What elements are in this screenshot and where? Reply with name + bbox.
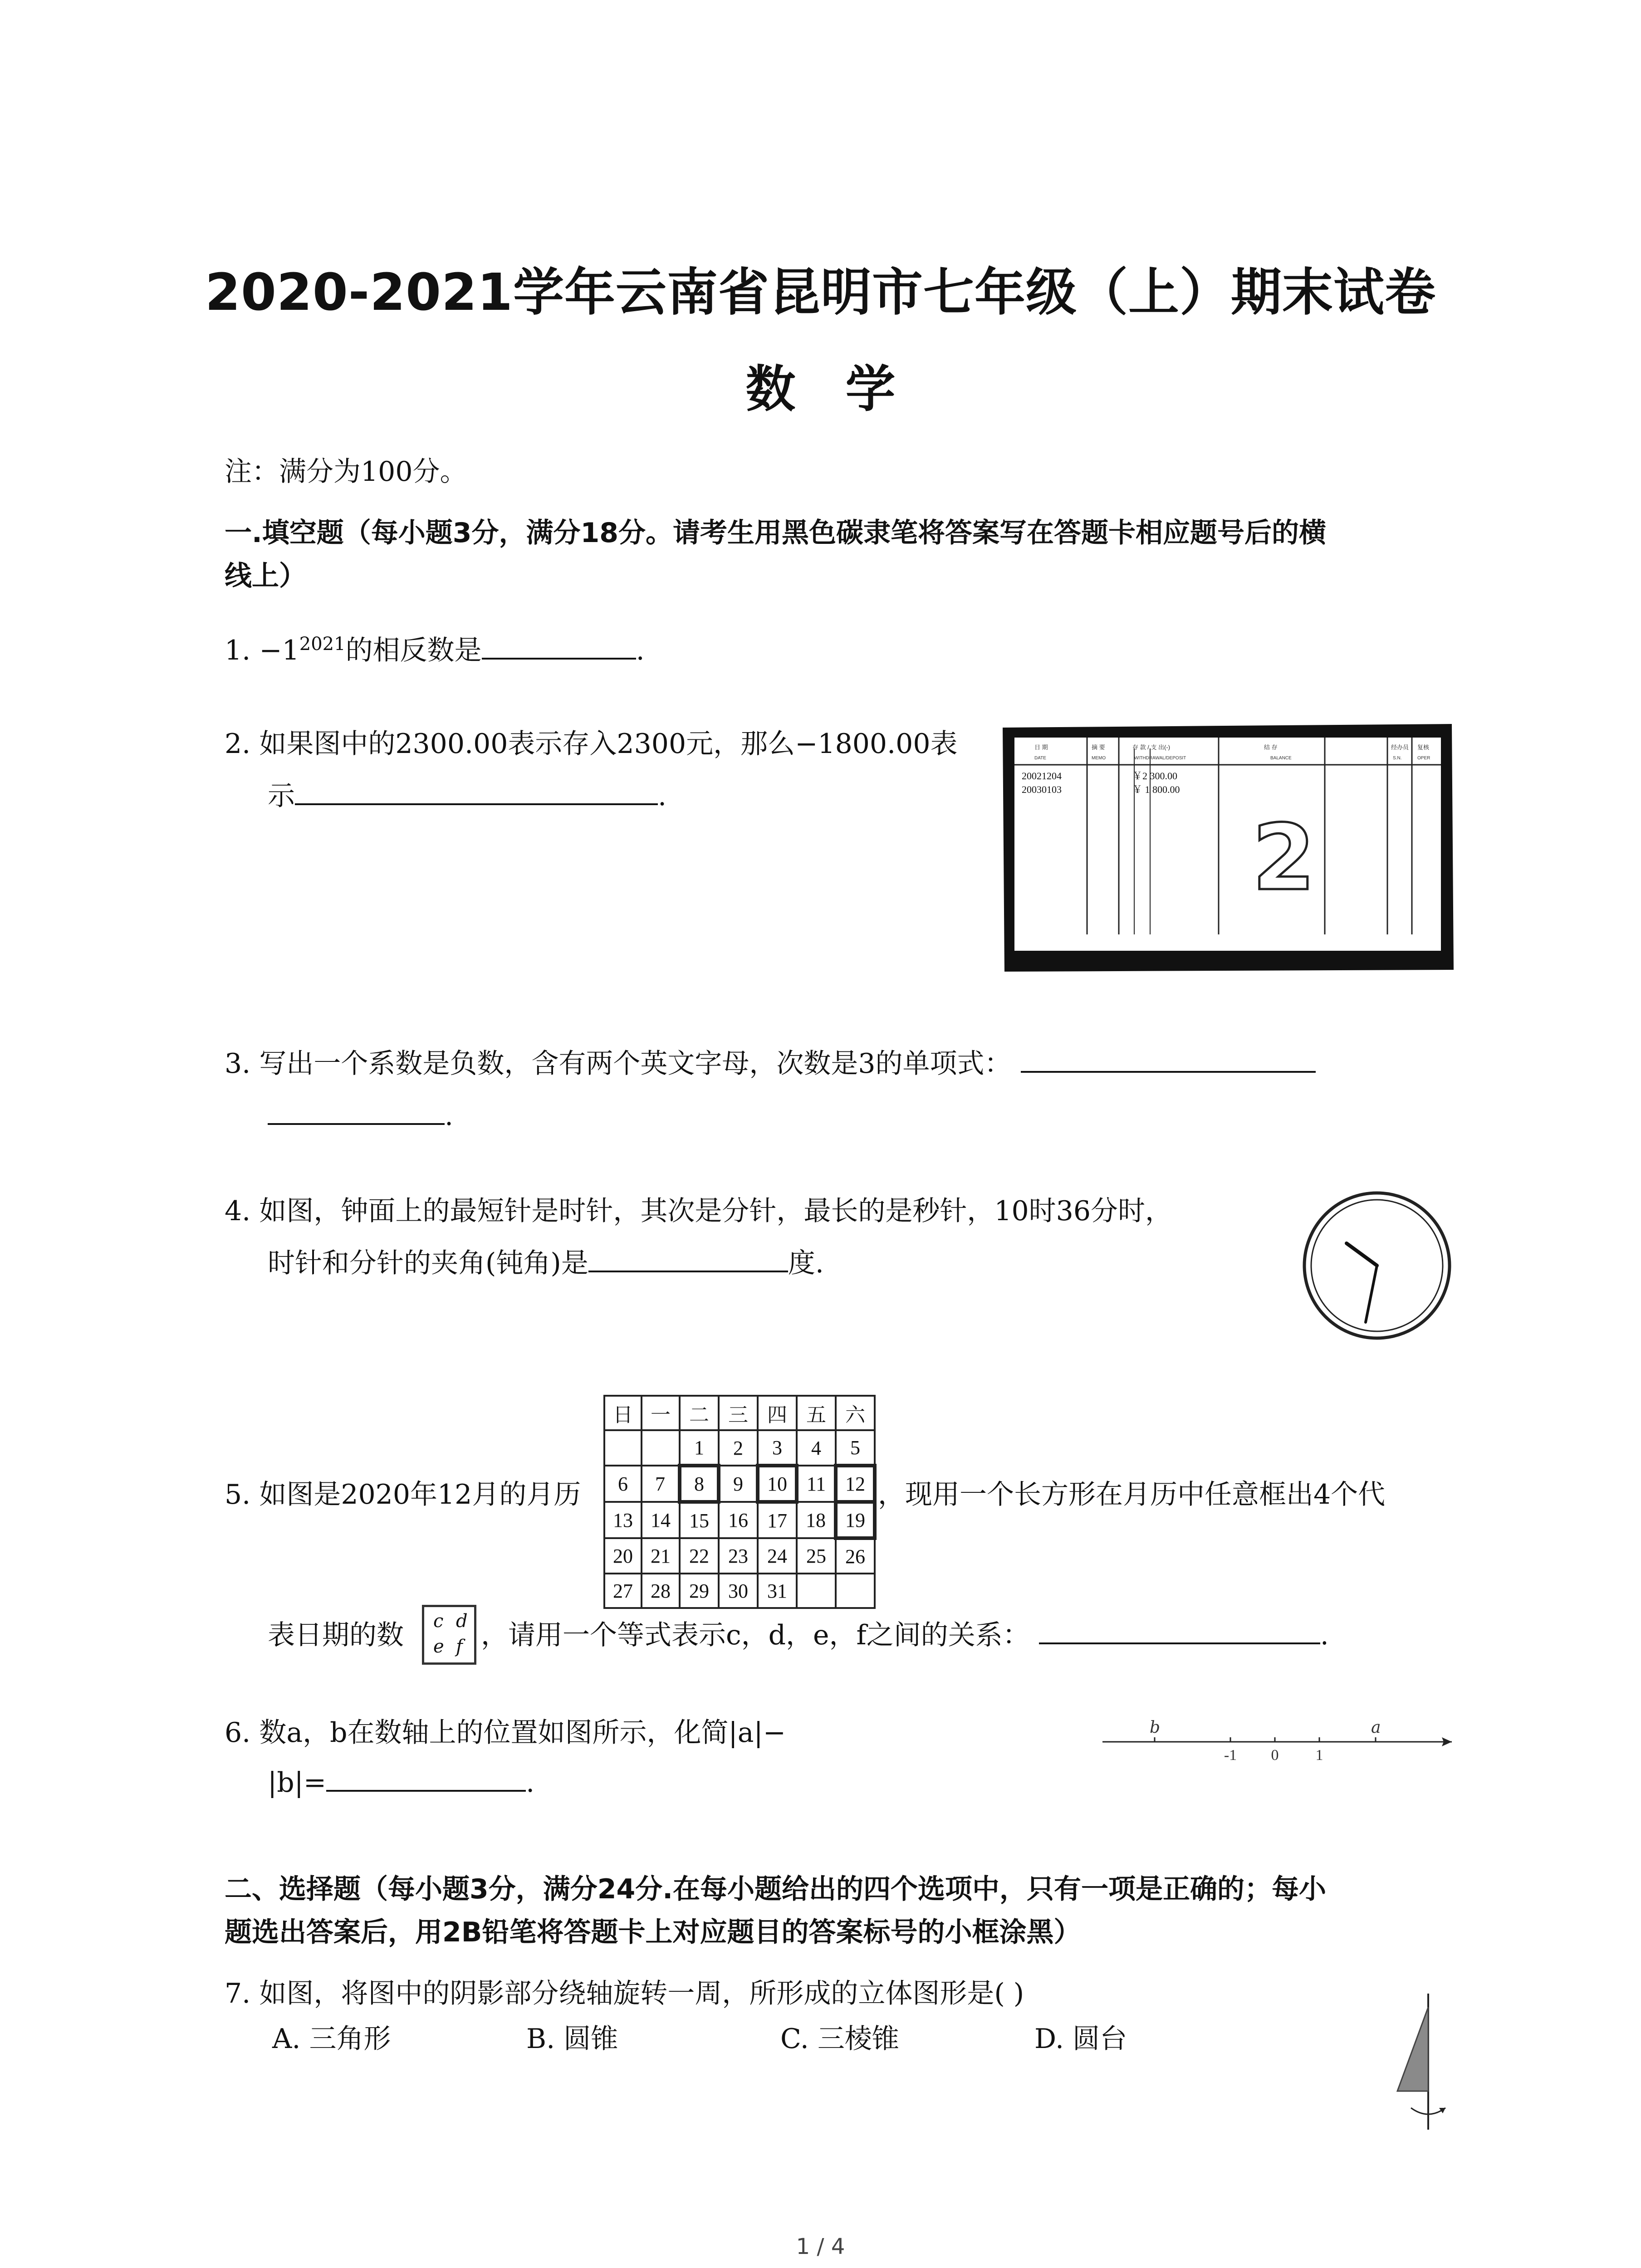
q2-line2: 示 [268, 780, 295, 812]
calendar-cell: 7 [642, 1466, 680, 1502]
box-letter-c: c [433, 1611, 444, 1632]
calendar-header-thu: 四 [758, 1396, 797, 1430]
q1-exponent: 2021 [299, 634, 346, 655]
rotation-figure [1388, 1989, 1452, 2134]
calendar-cell: 26 [836, 1538, 875, 1574]
calendar-cell: 3 [758, 1430, 797, 1466]
calendar-header-wed: 三 [719, 1396, 758, 1430]
shaded-triangle [1397, 2007, 1428, 2091]
question-5-after: ，现用一个长方形在月历中任意框出4个代 [878, 1479, 1386, 1510]
box-letter-e: e [433, 1636, 444, 1657]
calendar-cell: 21 [642, 1538, 680, 1574]
calendar-cell: 16 [719, 1502, 758, 1538]
calendar-header-fri: 五 [797, 1396, 836, 1430]
question-4: 4. 如图，钟面上的最短针是时针，其次是分针，最长的是秒针，10时36分时， [225, 1195, 1173, 1227]
q5-answer-blank[interactable] [1039, 1615, 1320, 1644]
calendar-cell [836, 1574, 875, 1608]
four-number-box [422, 1605, 476, 1665]
calendar-cell: 14 [642, 1502, 680, 1538]
calendar-cell: 15 [680, 1502, 719, 1538]
q1-prefix: 1. −1 [225, 635, 299, 666]
passbook-sub-sn: S.N. [1393, 756, 1402, 761]
calendar-cell: 22 [680, 1538, 719, 1574]
q4-line2: 时针和分针的夹角(钝角)是 [268, 1247, 588, 1279]
calendar-figure [603, 1395, 877, 1609]
calendar-header-sat: 六 [836, 1396, 875, 1430]
q3-text: 3. 写出一个系数是负数，含有两个英文字母，次数是3的单项式： [225, 1048, 1012, 1080]
passbook-sub-oper: OPER [1417, 756, 1430, 761]
number-line-label-a: a [1371, 1718, 1381, 1737]
passbook-header-memo: 摘 要 [1092, 744, 1105, 751]
calendar-cell: 18 [797, 1502, 836, 1538]
page-number: 1 / 4 [796, 2234, 845, 2259]
passbook-row1-date: 20021204 [1022, 770, 1062, 782]
exam-subject: 数学 [745, 360, 945, 418]
calendar-cell: 4 [797, 1430, 836, 1466]
q5-relation-text: ，请用一个等式表示c，d，e，f之间的关系： [481, 1619, 1030, 1651]
calendar-cell: 1 [680, 1430, 719, 1466]
calendar-cell: 23 [719, 1538, 758, 1574]
calendar-cell: 29 [680, 1574, 719, 1608]
q4-end: 度. [788, 1247, 824, 1279]
q3-end: . [445, 1100, 454, 1132]
calendar-cell: 5 [836, 1430, 875, 1466]
q4-answer-blank[interactable] [588, 1243, 788, 1272]
option-b[interactable]: B. 圆锥 [526, 2023, 618, 2055]
question-2-cont [268, 773, 666, 819]
q1-suffix: 的相反数是 [345, 635, 482, 666]
passbook-big-digit: 2 [1252, 805, 1316, 911]
question-6: 6. 数a，b在数轴上的位置如图所示，化简|a|− [225, 1717, 786, 1749]
passbook-row2-amount: ￥ 1 800.00 [1132, 784, 1180, 795]
q1-end: . [636, 635, 645, 666]
passbook-sub-date: DATE [1034, 756, 1046, 761]
passbook-row2-date: 20030103 [1022, 784, 1062, 795]
calendar-cell-boxed: 8 [680, 1466, 719, 1502]
passbook-header-sn: 经办员 [1391, 744, 1409, 751]
number-line-label-b: b [1150, 1718, 1161, 1737]
passbook-sub-amount: WITHDRAWAL/DEPOSIT [1134, 756, 1186, 761]
number-line-tick-0: 0 [1271, 1747, 1279, 1764]
calendar-cell: 6 [604, 1466, 642, 1502]
calendar-cell: 13 [604, 1502, 642, 1538]
question-6-cont [268, 1760, 534, 1805]
passbook-header-balance: 结 存 [1264, 744, 1278, 751]
calendar-cell-boxed: 10 [758, 1466, 797, 1502]
calendar-cell-boxed: 12 [836, 1466, 875, 1502]
section2-heading-cont: 题选出答案后，用2B铅笔将答题卡上对应题目的答案标号的小框涂黑） [225, 1916, 1081, 1948]
section1-heading: 一.填空题（每小题3分，满分18分。请考生用黑色碳隶笔将答案写在答题卡相应题号后的横 [225, 517, 1327, 549]
question-5-line2: 表日期的数 [268, 1619, 404, 1651]
calendar-cell: 2 [719, 1430, 758, 1466]
q5-end: . [1320, 1619, 1329, 1651]
section1-heading-cont: 线上） [225, 560, 306, 592]
box-letter-d: d [456, 1611, 468, 1632]
calendar-cell: 20 [604, 1538, 642, 1574]
option-d[interactable]: D. 圆台 [1034, 2023, 1127, 2055]
passbook-header-date: 日 期 [1034, 744, 1048, 751]
number-line-tick-1: 1 [1315, 1747, 1323, 1764]
calendar-cell: 25 [797, 1538, 836, 1574]
calendar-cell: 30 [719, 1574, 758, 1608]
q6-line2: |b|= [268, 1767, 327, 1799]
calendar-cell: 17 [758, 1502, 797, 1538]
calendar-header-sun: 日 [604, 1396, 642, 1430]
calendar-cell [797, 1574, 836, 1608]
passbook-sub-balance: BALANCE [1270, 756, 1292, 761]
clock-figure [1298, 1186, 1456, 1345]
q2-end: . [658, 780, 667, 812]
q2-answer-blank[interactable] [295, 776, 658, 805]
passbook-sub-memo: MEMO [1092, 756, 1106, 761]
q6-answer-blank[interactable] [326, 1763, 526, 1792]
question-4-cont [268, 1241, 824, 1286]
question-5-before: 5. 如图是2020年12月的月历 [225, 1479, 581, 1510]
calendar-cell: 11 [797, 1466, 836, 1502]
option-c[interactable]: C. 三棱锥 [780, 2023, 899, 2055]
question-3 [225, 1041, 1316, 1086]
question-2: 2. 如果图中的2300.00表示存入2300元，那么−1800.00表 [225, 728, 958, 760]
calendar-cell: 9 [719, 1466, 758, 1502]
q1-answer-blank[interactable] [482, 631, 636, 660]
calendar-cell: 31 [758, 1574, 797, 1608]
exam-title: 2020-2021学年云南省昆明市七年级（上）期末试卷 [205, 263, 1436, 322]
calendar-header-tue: 二 [680, 1396, 719, 1430]
passbook-header-amount: 存 款 / 支 出(-) [1132, 744, 1171, 751]
q6-end: . [526, 1767, 535, 1799]
calendar-cell [604, 1430, 642, 1466]
q3-answer-blank-cont[interactable] [268, 1096, 445, 1125]
passbook-row1-amount: ￥2 300.00 [1132, 770, 1178, 782]
calendar-cell: 27 [604, 1574, 642, 1608]
box-letter-f: f [456, 1636, 463, 1657]
score-note: 注：满分为100分。 [225, 456, 467, 488]
passbook-figure [998, 721, 1456, 975]
passbook-header-oper: 复核 [1417, 744, 1430, 751]
calendar-header-mon: 一 [642, 1396, 680, 1430]
option-a[interactable]: A. 三角形 [272, 2023, 391, 2055]
q3-answer-blank[interactable] [1021, 1044, 1316, 1073]
calendar-cell: 28 [642, 1574, 680, 1608]
question-1 [225, 621, 645, 673]
question-7: 7. 如图，将图中的阴影部分绕轴旋转一周，所形成的立体图形是( ) [225, 1978, 1024, 2009]
number-line-figure [1102, 1710, 1461, 1774]
question-5-line2-after [481, 1613, 1329, 1658]
calendar-cell: 24 [758, 1538, 797, 1574]
section2-heading: 二、选择题（每小题3分，满分24分.在每小题给出的四个选项中，只有一项是正确的；每小 [225, 1873, 1327, 1905]
question-3-cont [268, 1093, 453, 1139]
number-line-tick-minus1: -1 [1224, 1747, 1237, 1764]
calendar-cell [642, 1430, 680, 1466]
calendar-cell-boxed: 19 [836, 1502, 875, 1538]
